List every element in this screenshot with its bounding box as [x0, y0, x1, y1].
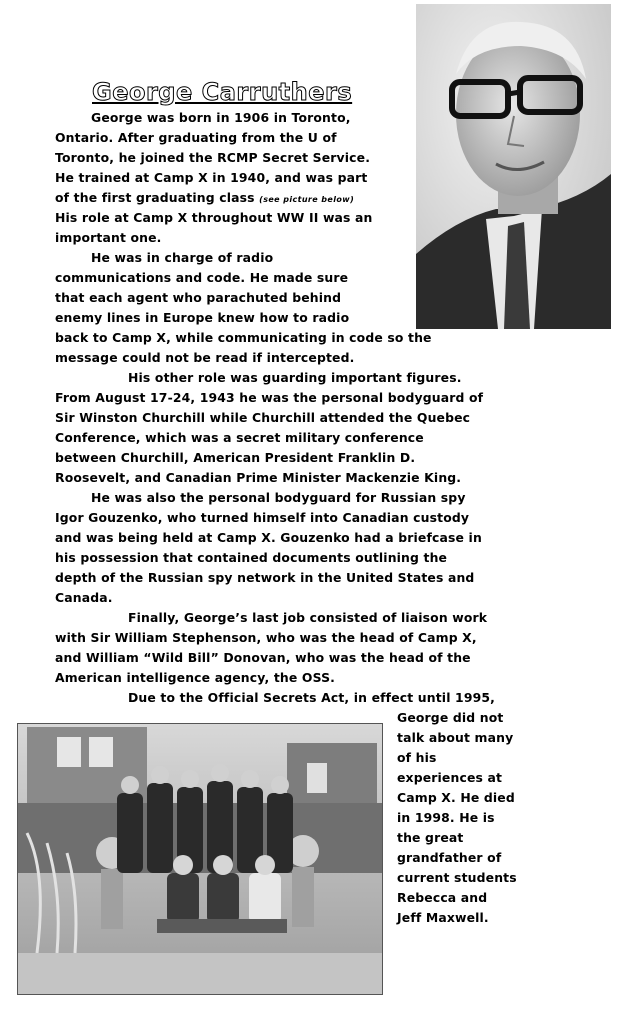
text-line: of his — [397, 750, 437, 765]
text-line: Sir Winston Churchill while Churchill attended the Quebec — [55, 410, 471, 425]
text-line: and William “Wild Bill” Donovan, who was the head of the — [55, 650, 471, 665]
text-line: the great — [397, 830, 464, 845]
text-line: back to Camp X, while communicating in code so the — [55, 330, 432, 345]
text-line: depth of the Russian spy network in the United States and — [55, 570, 475, 585]
text-line: Ontario. After graduating from the U of — [55, 130, 337, 145]
text-line: George was born in 1906 in Toronto, — [91, 110, 351, 125]
text-line: He trained at Camp X in 1940, and was part — [55, 170, 368, 185]
text-line: communications and code. He made sure — [55, 270, 349, 285]
text-line: important one. — [55, 230, 162, 245]
text-line: Due to the Official Secrets Act, in effect until 1995, — [128, 690, 496, 705]
text-line: grandfather of — [397, 850, 502, 865]
text-line: He was in charge of radio — [91, 250, 274, 265]
text-line: His role at Camp X throughout WW II was an — [55, 210, 373, 225]
text-line: Igor Gouzenko, who turned himself into Canadian custody — [55, 510, 470, 525]
text-line: with Sir William Stephenson, who was the head of Camp X, — [55, 630, 477, 645]
text-line: between Churchill, American President Franklin D. — [55, 450, 416, 465]
text-line: Rebecca and — [397, 890, 488, 905]
text-line: experiences at — [397, 770, 503, 785]
text-line: His other role was guarding important figures. — [128, 370, 462, 385]
graduating-class-photo — [17, 723, 383, 995]
text-line: Finally, George’s last job consisted of liaison work — [128, 610, 488, 625]
text-line: Toronto, he joined the RCMP Secret Service. — [55, 150, 371, 165]
see-picture-note: (see picture below) — [259, 195, 355, 204]
text-line: message could not be read if intercepted. — [55, 350, 355, 365]
text-line: that each agent who parachuted behind — [55, 290, 342, 305]
text-line: He was also the personal bodyguard for Russian spy — [91, 490, 466, 505]
text-line: Canada. — [55, 590, 113, 605]
text-line: American intelligence agency, the OSS. — [55, 670, 336, 685]
text-line: of the first graduating class (see picture below) — [55, 190, 355, 205]
text-line: talk about many — [397, 730, 514, 745]
article-title: George Carruthers — [92, 78, 353, 106]
text-line: and was being held at Camp X. Gouzenko had a briefcase in — [55, 530, 482, 545]
text-line: From August 17-24, 1943 he was the personal bodyguard of — [55, 390, 484, 405]
text-line: in 1998. He is — [397, 810, 495, 825]
text-line: Camp X. He died — [397, 790, 515, 805]
text-line: Roosevelt, and Canadian Prime Minister Mackenzie King. — [55, 470, 462, 485]
text-line: current students — [397, 870, 517, 885]
portrait-photo — [416, 4, 611, 329]
text-line: enemy lines in Europe knew how to radio — [55, 310, 350, 325]
text-line: Jeff Maxwell. — [397, 910, 489, 925]
text-line: Conference, which was a secret military conference — [55, 430, 424, 445]
text-line: his possession that contained documents outlining the — [55, 550, 448, 565]
text-line: George did not — [397, 710, 504, 725]
